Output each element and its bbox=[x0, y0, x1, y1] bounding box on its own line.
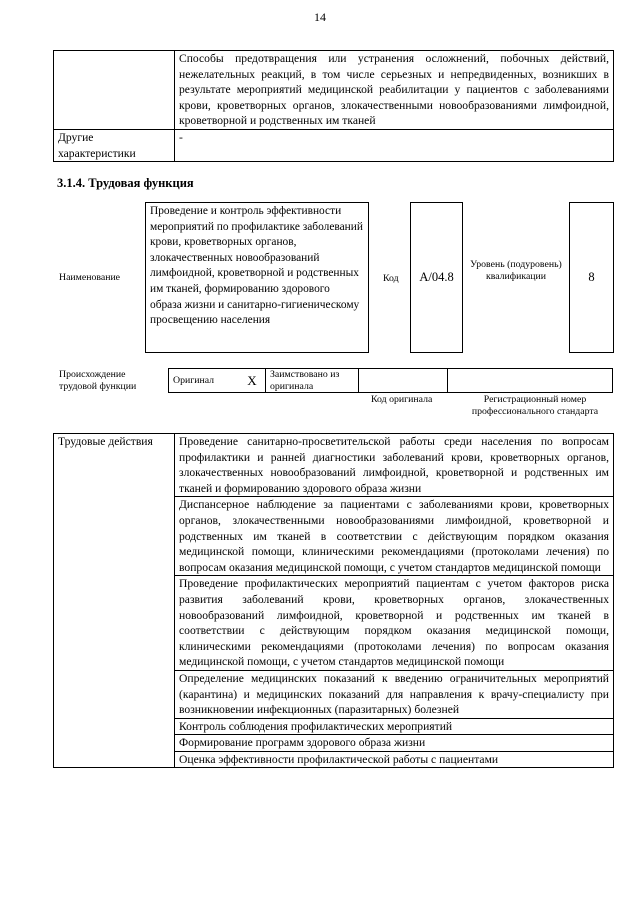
page-number: 14 bbox=[314, 10, 326, 24]
origin-label: Происхождение трудовой функции bbox=[59, 369, 137, 392]
labor-actions-label: Трудовые действия bbox=[54, 434, 175, 768]
row-label-empty bbox=[54, 51, 175, 130]
qualification-level-label: Уровень (подуровень) квалификации bbox=[470, 259, 562, 282]
code-label: Код bbox=[383, 273, 399, 284]
characteristics-table bbox=[53, 50, 614, 162]
qualification-level-value: 8 bbox=[588, 270, 595, 284]
original-code-cell bbox=[359, 369, 448, 393]
code-value-box bbox=[410, 202, 463, 353]
table-row bbox=[54, 129, 614, 161]
action-item: Контроль соблюдения профилактических мероприятий bbox=[175, 718, 614, 735]
row-text: Способы предотвращения или устранения осложнений, побочных действий, нежелательных реакций, в том числе серьезных и непредвиденных, возникших в результате мероприятий медицинской реабилитации у пациентов с заболеваниями крови, кроветворных органов, злокачественными новообразованиями лимфоидной, кроветворной и родственных им тканей bbox=[175, 51, 614, 130]
labor-actions-table bbox=[53, 433, 614, 768]
reg-number-cell bbox=[448, 369, 613, 393]
borrowed-label: Заимствовано из оригинала bbox=[266, 369, 359, 393]
table-row bbox=[54, 434, 614, 497]
table-row bbox=[54, 51, 614, 130]
reg-number-caption: Регистрационный номер профессионального стандарта bbox=[471, 394, 599, 417]
section-heading: 3.1.4. Трудовая функция bbox=[57, 176, 194, 190]
action-item: Оценка эффективности профилактической работы с пациентами bbox=[175, 751, 614, 768]
table-row bbox=[169, 369, 613, 393]
original-mark: X bbox=[239, 369, 266, 393]
action-item: Определение медицинских показаний к введению ограничительных мероприятий (карантина) и медицинских показаний для направления к врачу-специалисту при возникновении инфекционных (паразитарных) болезней bbox=[175, 670, 614, 718]
function-name-box: Проведение и контроль эффективности мероприятий по профилактике заболеваний крови, кроветворных органов, злокачественных новообразований лимфоидной, кроветворной и родственных им тканей, формированию здорового образа жизни и санитарно-гигиеническому просвещению населения bbox=[145, 202, 369, 353]
action-item: Проведение санитарно-просветительской работы среди населения по вопросам профилактики и ранней диагностики заболеваний крови, кроветворных органов, злокачественных новообразований лимфоидной, кроветворной и родственных им тканей и формированию здорового образа жизни bbox=[175, 434, 614, 497]
origin-table bbox=[168, 368, 613, 393]
qualification-level-box bbox=[569, 202, 614, 353]
function-name-label: Наименование bbox=[59, 272, 121, 283]
action-item: Формирование программ здорового образа жизни bbox=[175, 735, 614, 752]
row-label-other-characteristics: Другие характеристики bbox=[54, 129, 175, 161]
original-code-caption: Код оригинала bbox=[371, 394, 433, 405]
row-text: - bbox=[175, 129, 614, 161]
action-item: Диспансерное наблюдение за пациентами с заболеваниями крови, кроветворных органов, злокачественными новообразованиями лимфоидной, кроветворной и родственных им тканей в соответствии с действующим порядком оказания медицинской помощи, клиническими рекомендациями (протоколами лечения) по вопросам оказания медицинской помощи, с учетом стандартов медицинской помощи bbox=[175, 497, 614, 576]
action-item: Проведение профилактических мероприятий пациентам с учетом факторов риска развития заболеваний крови, кроветворных органов, злокачественных новообразований лимфоидной, кроветворной и родственных им тканей в соответствии с действующим порядком оказания медицинской помощи, клиническими рекомендациями (протоколами лечения) по вопросам оказания медицинской помощи, с учетом стандартов медицинской помощи bbox=[175, 576, 614, 671]
code-value: A/04.8 bbox=[419, 270, 454, 284]
original-label: Оригинал bbox=[169, 369, 240, 393]
